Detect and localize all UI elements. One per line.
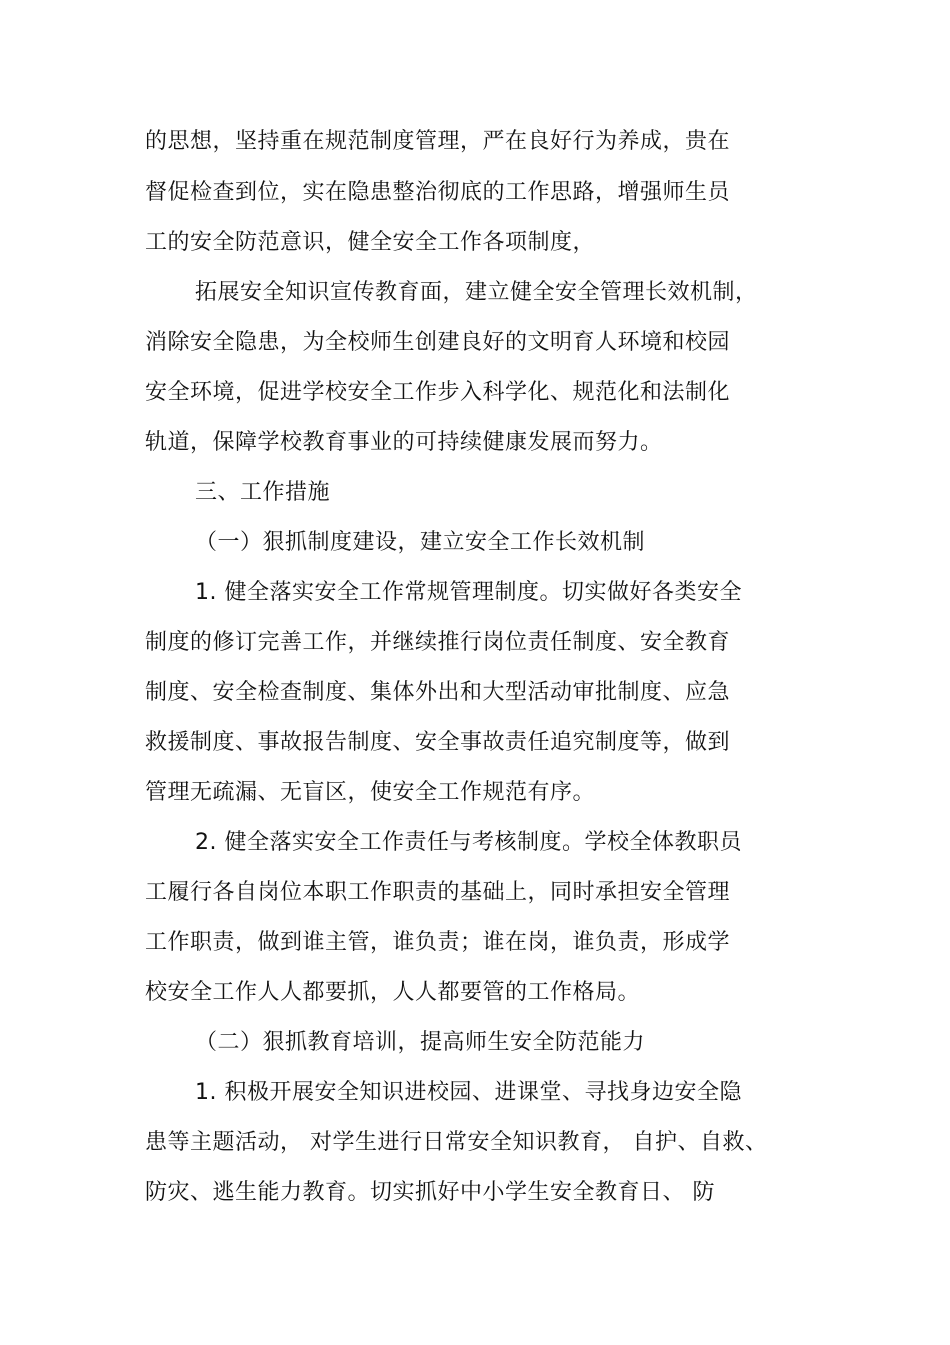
item-3-line-2: 患等主题活动， 对学生进行日常安全知识教育， 自护、自救、 [145,1130,768,1155]
item-2-line-4: 校安全工作人人都要抓，人人都要管的工作格局。 [145,980,641,1005]
item-2-line-3: 工作职责，做到谁主管，谁负责；谁在岗，谁负责，形成学 [145,930,731,955]
section-heading: 三、工作措施 [195,480,331,505]
item-1-line-3: 制度、安全检查制度、集体外出和大型活动审批制度、应急 [145,680,731,705]
item-2-line-1: 2. 健全落实安全工作责任与考核制度。学校全体教职员 [195,830,742,855]
paragraph-line-4: 拓展安全知识宣传教育面，建立健全安全管理长效机制， [195,280,758,305]
item-3-line-1: 1. 积极开展安全知识进校园、进课堂、寻找身边安全隐 [195,1080,742,1105]
item-1-line-5: 管理无疏漏、无盲区，使安全工作规范有序。 [145,780,596,805]
subsection-heading-1: （一）狠抓制度建设，建立安全工作长效机制 [195,530,646,555]
item-1-line-4: 救援制度、事故报告制度、安全事故责任追究制度等，做到 [145,730,731,755]
subsection-heading-2: （二）狠抓教育培训，提高师生安全防范能力 [195,1030,646,1055]
item-3-line-3: 防灾、逃生能力教育。切实抓好中小学生安全教育日、 防 [145,1180,715,1205]
paragraph-line-1: 的思想，坚持重在规范制度管理，严在良好行为养成，贵在 [145,129,731,154]
item-1-line-1: 1. 健全落实安全工作常规管理制度。切实做好各类安全 [195,580,742,605]
item-2-line-2: 工履行各自岗位本职工作职责的基础上，同时承担安全管理 [145,880,731,905]
paragraph-line-6: 安全环境，促进学校安全工作步入科学化、规范化和法制化 [145,380,731,405]
paragraph-line-3: 工的安全防范意识，健全安全工作各项制度， [145,230,596,255]
paragraph-line-2: 督促检查到位，实在隐患整治彻底的工作思路，增强师生员 [145,180,731,205]
paragraph-line-7: 轨道，保障学校教育事业的可持续健康发展而努力。 [145,430,663,455]
item-1-line-2: 制度的修订完善工作，并继续推行岗位责任制度、安全教育 [145,630,731,655]
paragraph-line-5: 消除安全隐患，为全校师生创建良好的文明育人环境和校园 [145,330,731,355]
